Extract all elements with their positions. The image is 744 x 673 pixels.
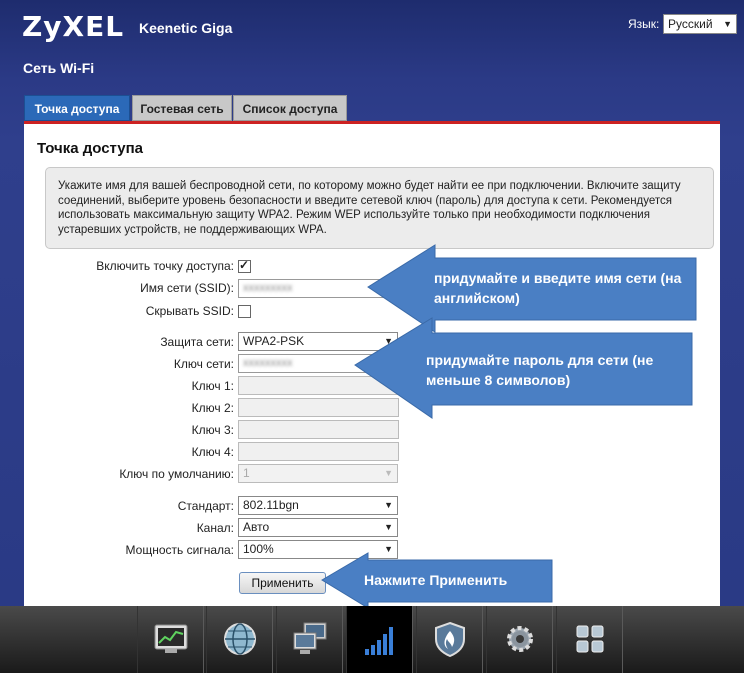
info-box: Укажите имя для вашей беспроводной сети, по которому можно будет найти ее при подключении. Включите защиту соединений, выберите уровень безопасности и введите сетевой ключ (пароль) для доступа к сети. Рекомендуется использовать максимальную защиту WPA2. Режим WEP используйте только при необходимости подключения устаревших устройств, не поддерживающих WPA.: [45, 167, 714, 249]
shield-icon: [432, 621, 468, 657]
apply-button[interactable]: Применить: [239, 572, 326, 594]
bottom-dock: [0, 606, 744, 673]
chevron-down-icon: ▼: [723, 19, 732, 29]
key3-label: Ключ 3:: [191, 423, 234, 437]
hide-ssid-label: Скрывать SSID:: [145, 304, 234, 318]
chevron-down-icon: ▼: [384, 522, 393, 532]
key-value: xxxxxxxxx: [243, 357, 293, 369]
globe-icon: [222, 621, 258, 657]
dock-monitor[interactable]: [137, 606, 204, 673]
power-label: Мощность сигнала:: [125, 543, 234, 557]
chevron-down-icon: ▼: [384, 336, 393, 346]
tab-access-list[interactable]: Список доступа: [233, 95, 347, 121]
callout-apply-text: Нажмите Применить: [364, 572, 508, 588]
key-label: Ключ сети:: [173, 357, 234, 371]
monitor-chart-icon: [153, 621, 189, 657]
default-key-label: Ключ по умолчанию:: [119, 467, 234, 481]
page-title: Сеть Wi-Fi: [23, 60, 95, 76]
dock-apps[interactable]: [556, 606, 623, 673]
dock-internet[interactable]: [206, 606, 273, 673]
power-value: 100%: [243, 542, 274, 556]
model-name: Keenetic Giga: [139, 20, 233, 36]
ssid-label: Имя сети (SSID):: [140, 281, 234, 295]
standard-label: Стандарт:: [177, 499, 234, 513]
dock-security[interactable]: [416, 606, 483, 673]
security-label: Защита сети:: [160, 335, 234, 349]
dock-system[interactable]: [486, 606, 553, 673]
computers-icon: [292, 621, 328, 657]
chevron-down-icon: ▼: [384, 468, 393, 478]
logo: ZyXEL: [22, 10, 125, 43]
gear-icon: [502, 621, 538, 657]
chevron-down-icon: ▼: [384, 500, 393, 510]
standard-value: 802.11bgn: [243, 498, 299, 512]
default-key-value: 1: [243, 466, 250, 480]
wifi-signal-icon: [362, 621, 398, 657]
chevron-down-icon: ▼: [384, 544, 393, 554]
tab-access-point[interactable]: Точка доступа: [24, 95, 130, 121]
ssid-value: xxxxxxxxx: [243, 282, 293, 294]
language-label: Язык:: [628, 17, 660, 31]
key4-label: Ключ 4:: [191, 445, 234, 459]
apps-grid-icon: [572, 621, 608, 657]
tab-guest-network[interactable]: Гостевая сеть: [132, 95, 232, 121]
section-title: Точка доступа: [37, 140, 144, 157]
channel-value: Авто: [243, 520, 270, 534]
key1-label: Ключ 1:: [191, 379, 234, 393]
language-value: Русский: [668, 17, 713, 31]
key2-label: Ключ 2:: [191, 401, 234, 415]
callout-password-text: придумайте пароль для сети (не меньше 8 символов): [426, 352, 654, 388]
enable-ap-label: Включить точку доступа:: [96, 259, 234, 273]
security-value: WPA2-PSK: [243, 334, 305, 348]
dock-wifi[interactable]: [346, 606, 413, 673]
callout-ssid-text: придумайте и введите имя сети (на английском): [434, 270, 682, 306]
channel-label: Канал:: [196, 521, 234, 535]
dock-home-network[interactable]: [276, 606, 343, 673]
